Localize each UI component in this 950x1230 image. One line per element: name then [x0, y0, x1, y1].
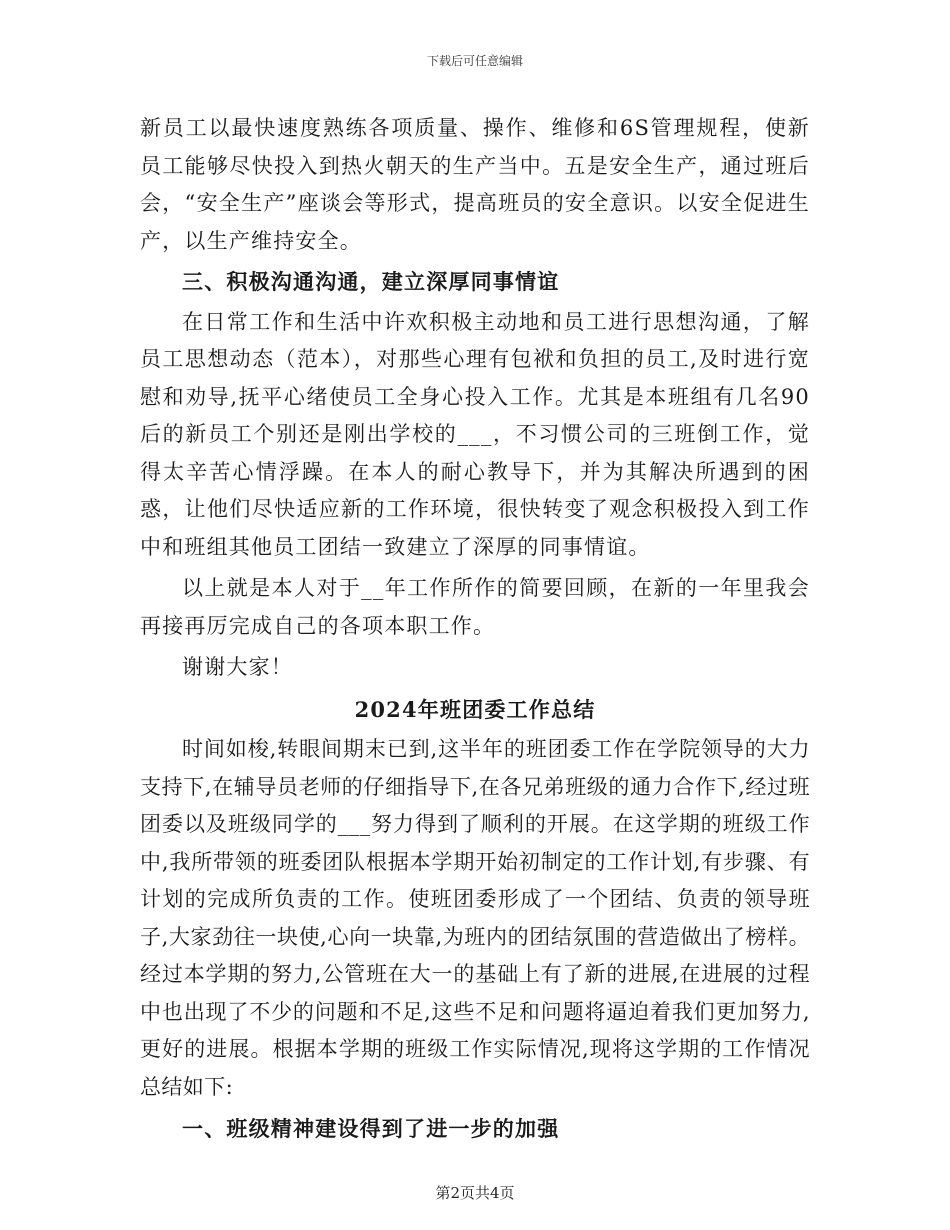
page-header-note: 下载后可任意编辑 [426, 54, 523, 68]
paragraph-safety: 新员工以最快速度熟练各项质量、操作、维修和6S管理规程，使新员工能够尽快投入到热火朝天的生产当中。五是安全生产，通过班后会，“安全生产”座谈会等形式，提高班员的安全意识。以安全促进生产，以生产维持安全。 [140, 116, 810, 253]
page-number: 第2页共4页 [435, 1184, 515, 1202]
paragraph-communication: 在日常工作和生活中许欢积极主动地和员工进行思想沟通，了解员工思想动态（范本），对那些心理有包袱和负担的员工,及时进行宽慰和劝导,抚平心绪使员工全身心投入工作。尤其是本班组有几名90后的新员工个别还是刚出学校的___，不习惯公司的三班倒工作，觉得太辛苦心情浮躁。在本人的耐心教导下，并为其解决所遇到的困惑，让他们尽快适应新的工作环境，很快转变了观念积极投入到工作中和班组其他员工团结一致建立了深厚的同事情谊。 [140, 309, 810, 559]
document-body [140, 110, 810, 1148]
paragraph-thanks: 谢谢大家！ [182, 655, 293, 679]
section-heading-class-spirit: 一、班级精神建设得到了进一步的加强 [182, 1116, 560, 1141]
paragraph-class-summary: 时间如梭,转眼间期末已到,这半年的班团委工作在学院领导的大力支持下,在辅导员老师的仔细指导下,在各兄弟班级的通力合作下,经过班团委以及班级同学的___努力得到了顺利的开展。在这学期的班级工作中,我所带领的班委团队根据本学期开始初制定的工作计划,有步骤、有计划的完成所负责的工作。使班团委形成了一个团结、负责的领导班子,大家劲往一块使,心向一块靠,为班内的团结氛围的营造做出了榜样。经过本学期的努力,公管班在大一的基础上有了新的进展,在进展的过程中也出现了不少的问题和不足,这些不足和问题将逼迫着我们更加努力,更好的进展。根据本学期的班级工作实际情况,现将这学期的工作情况总结如下: [140, 737, 810, 1099]
paragraph-review: 以上就是本人对于__年工作所作的简要回顾，在新的一年里我会再接再厉完成自己的各项本职工作。 [140, 576, 810, 638]
section-heading-communication: 三、积极沟通沟通，建立深厚同事情谊 [182, 269, 560, 294]
document-title: 2024年班团委工作总结 [354, 696, 596, 722]
